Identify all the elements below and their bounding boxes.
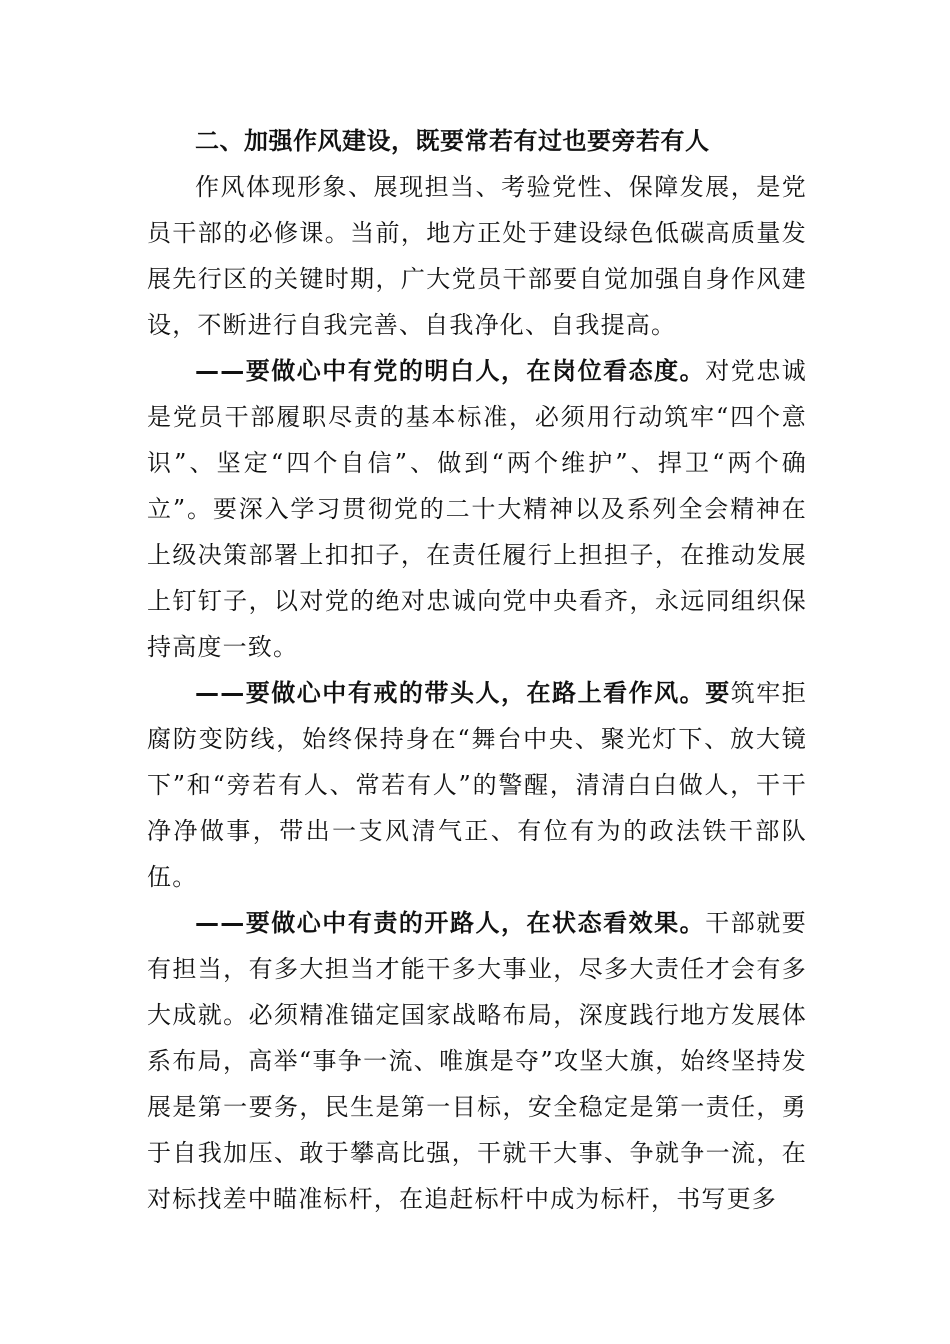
paragraph-lead: ——要做心中有党的明白人，在岗位看态度。: [195, 357, 706, 385]
paragraph-discipline: [147, 670, 807, 900]
section-heading: 二、加强作风建设，既要常若有过也要旁若有人: [195, 127, 710, 155]
paragraph-text: 对党忠诚是党员干部履职尽责的基本标准，必须用行动筑牢“四个意识”、坚定“四个自信”、做到“两个维护”、捍卫“两个确立”。要深入学习贯彻党的二十大精神以及系列全会精神在上级决策部署上扣扣子，在责任履行上担担子，在推动发展上钉钉子，以对党的绝对忠诚向党中央看齐，永远同组织保持高度一致。: [147, 357, 807, 661]
paragraph-responsibility: [147, 900, 807, 1222]
paragraph-intro: [147, 164, 807, 348]
paragraph-lead: ——要做心中有戒的带头人，在路上看作风。要: [195, 679, 731, 707]
paragraph-lead: ——要做心中有责的开路人，在状态看效果。: [195, 909, 706, 937]
paragraph-text: 作风体现形象、展现担当、考验党性、保障发展，是党员干部的必修课。当前，地方正处于建设绿色低碳高质量发展先行区的关键时期，广大党员干部要自觉加强自身作风建设，不断进行自我完善、自我净化、自我提高。: [147, 173, 807, 339]
paragraph-loyalty: [147, 348, 807, 670]
paragraph-text: 干部就要有担当，有多大担当才能干多大事业，尽多大责任才会有多大成就。必须精准锚定国家战略布局，深度践行地方发展体系布局，高举“事争一流、唯旗是夺”攻坚大旗，始终坚持发展是第一要务，民生是第一目标，安全稳定是第一责任，勇于自我加压、敢于攀高比强，干就干大事、争就争一流，在对标找差中瞄准标杆，在追赶标杆中成为标杆，书写更多: [147, 909, 807, 1213]
document-body: [147, 118, 807, 1222]
paragraph-text: 筑牢拒腐防变防线，始终保持身在“舞台中央、聚光灯下、放大镜下”和“旁若有人、常若有人”的警醒，清清白白做人，干干净净做事，带出一支风清气正、有位有为的政法铁干部队伍。: [147, 679, 807, 891]
